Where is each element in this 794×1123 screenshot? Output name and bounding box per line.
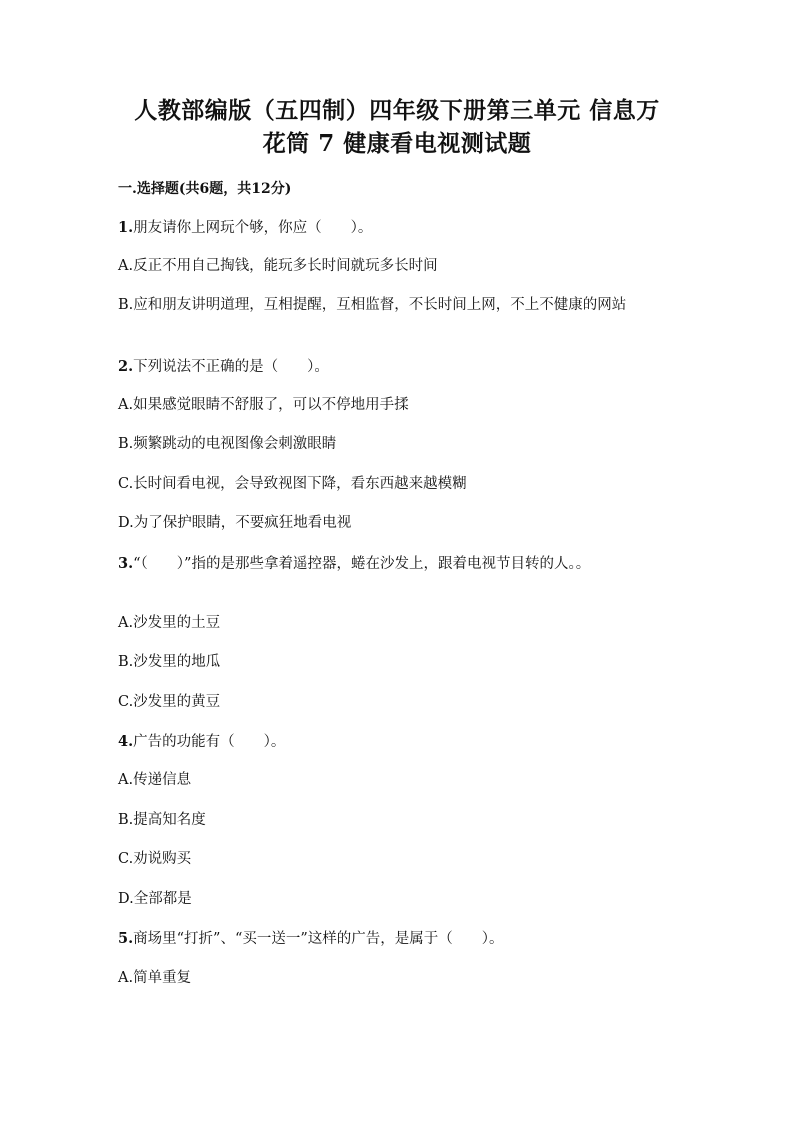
question-3-option-b: B.沙发里的地瓜 (118, 654, 221, 670)
question-4-option-c: C.劝说购买 (118, 851, 192, 867)
question-3 (118, 553, 678, 575)
question-1-option-a: A.反正不用自己掏钱，能玩多长时间就玩多长时间 (118, 258, 438, 274)
question-3-option-c: C.沙发里的黄豆 (118, 694, 221, 710)
question-stem: 朋友请你上网玩个够，你应（ ）。 (133, 220, 373, 236)
question-2-option-c: C.长时间看电视，会导致视图下降，看东西越来越模糊 (118, 476, 467, 492)
question-2-option-d: D.为了保护眼睛，不要疯狂地看电视 (118, 515, 352, 531)
question-number: 1. (118, 219, 134, 236)
question-5-option-a: A.简单重复 (118, 970, 192, 986)
question-number: 3. (118, 555, 134, 572)
question-1-option-b: B.应和朋友讲明道理，互相提醒，互相监督，不长时间上网，不上不健康的网站 (118, 297, 627, 313)
question-2-option-b: B.频繁跳动的电视图像会刺激眼睛 (118, 436, 337, 452)
question-4-option-a: A.传递信息 (118, 772, 192, 788)
question-2-option-a: A.如果感觉眼睛不舒服了，可以不停地用手揉 (118, 397, 409, 413)
question-4-option-b: B.提高知名度 (118, 812, 206, 828)
title-line-2: 花筒 7 健康看电视测试题 (262, 130, 532, 157)
section-heading: 一.选择题(共6题，共12分) (118, 181, 292, 197)
question-stem: 广告的功能有（ ）。 (133, 734, 286, 750)
page-title (100, 94, 694, 160)
question-stem: 商场里“打折”、“买一送一”这样的广告，是属于（ ）。 (133, 931, 504, 947)
question-5 (118, 928, 678, 950)
question-stem: 下列说法不正确的是（ ）。 (133, 359, 329, 375)
question-number: 2. (118, 358, 134, 375)
question-3-option-a: A.沙发里的土豆 (118, 615, 221, 631)
title-line-1: 人教部编版（五四制）四年级下册第三单元 信息万 (134, 97, 660, 124)
question-stem: “（ ）”指的是那些拿着遥控器，蜷在沙发上，跟着电视节目转的人。。 (133, 556, 591, 572)
question-4 (118, 731, 678, 753)
question-1 (118, 217, 678, 239)
question-number: 5. (118, 930, 134, 947)
question-2 (118, 356, 678, 378)
question-4-option-d: D.全部都是 (118, 891, 192, 907)
question-number: 4. (118, 733, 134, 750)
